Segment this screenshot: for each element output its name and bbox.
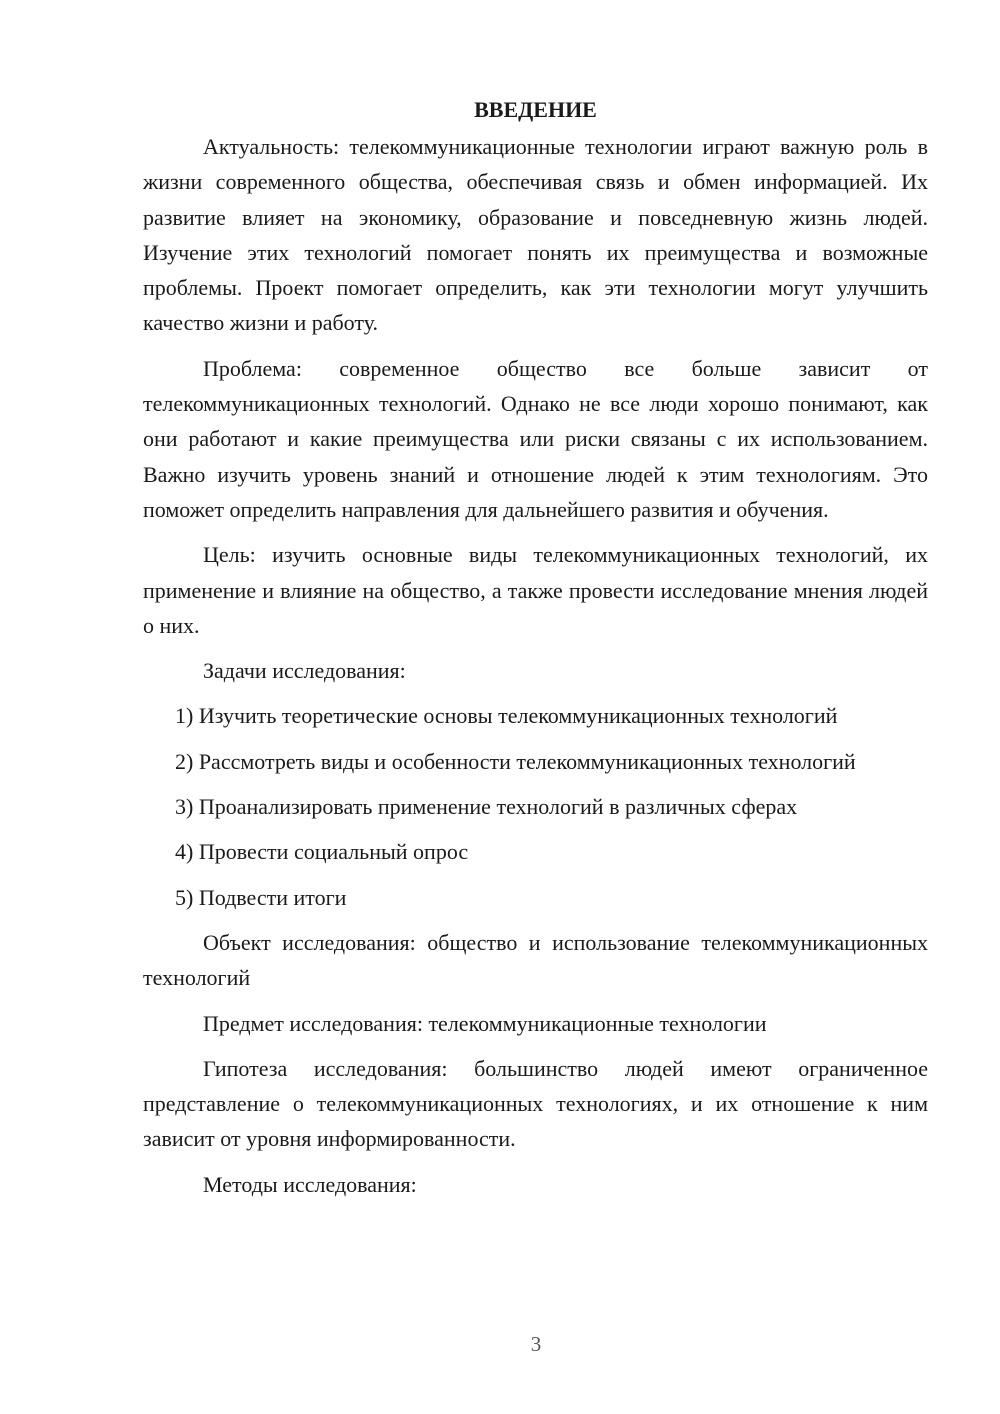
document-page [143, 92, 928, 1212]
paragraph-tasks-label: Задачи исследования: [203, 658, 406, 684]
paragraph-hypothesis: Гипотеза исследования: большинство людей имеют ограниченное представление о телекоммуникационных технологиях, и их отношение к ним зависит от уровня информированности. [143, 1055, 928, 1152]
paragraph-methods: Методы исследования: [203, 1171, 417, 1197]
page-number: 3 [530, 1332, 542, 1356]
paragraph-goal: Цель: изучить основные виды телекоммуникационных технологий, их применение и влияние на общество, а также провести исследование мнения людей о них. [143, 542, 928, 638]
paragraph-object: Объект исследования: общество и использование телекоммуникационных технологий [143, 929, 928, 991]
paragraph-problem: Проблема: современное общество все больше зависит от телекоммуникационных технологий. Однако не все люди хорошо понимают, как они работают и какие преимущества или риски связаны с их использованием. Важно изучить уровень знаний и отношение людей к этим технологиям. Это поможет определить направления для дальнейшего развития и обучения. [143, 355, 928, 522]
task-item-1: 1) Изучить теоретические основы телекоммуникационных технологий [175, 703, 838, 729]
task-item-4: 4) Провести социальный опрос [175, 839, 469, 865]
section-heading: ВВЕДЕНИЕ [474, 97, 597, 122]
task-item-5: 5) Подвести итоги [175, 884, 347, 910]
paragraph-subject: Предмет исследования: телекоммуникационные технологии [203, 1010, 767, 1036]
paragraph-relevance: Актуальность: телекоммуникационные технологии играют важную роль в жизни современного общества, обеспечивая связь и обмен информацией. Их развитие влияет на экономику, образование и повседневную жизнь людей. Изучение этих технологий помогает понять их преимущества и возможные проблемы. Проект помогает определить, как эти технологии могут улучшить качество жизни и работу. [143, 134, 928, 336]
task-item-2: 2) Рассмотреть виды и особенности телекоммуникационных технологий [175, 748, 856, 774]
task-item-3: 3) Проанализировать применение технологий в различных сферах [175, 794, 798, 820]
